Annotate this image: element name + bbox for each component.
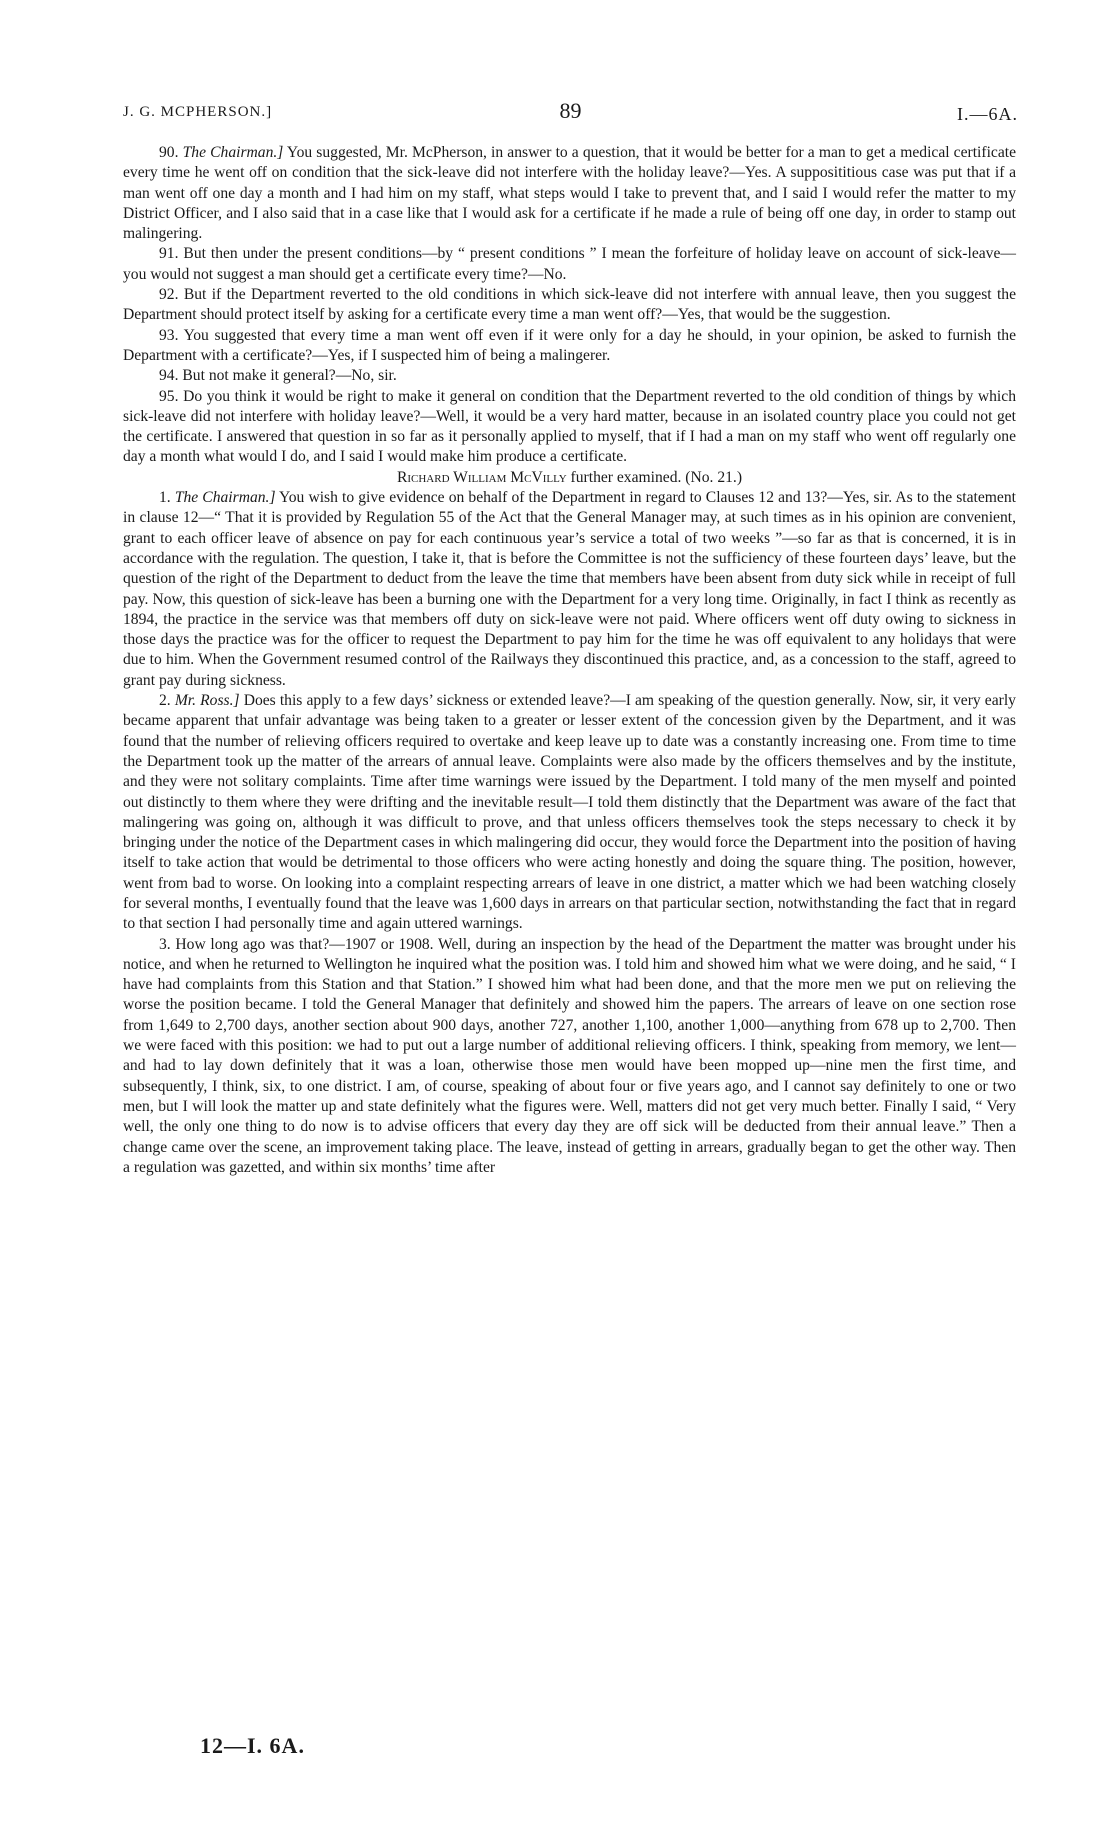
paragraph — [123, 488, 1016, 691]
paragraphs-first-witness — [123, 143, 1016, 468]
paragraph — [123, 244, 1016, 285]
paragraph-number: 1. — [159, 489, 171, 507]
paragraph — [123, 143, 1016, 244]
paragraph-text: You suggested that every time a man went off even if it were only for a day he should, in your opinion, be asked to furnish the Department with a certificate?—Yes, if I suspected him of being a malingerer. — [123, 326, 1016, 364]
section-title-rest: further examined. (No. 21.) — [566, 468, 743, 486]
paper-reference: I.—6A. — [957, 104, 1018, 124]
paragraph-text: Do you think it would be right to make it general on condition that the Department reverted to the old condition of things by which sick-leave did not interfere with holiday leave?—Well, it would be a very hard matter, because in an isolated country place you could not get the certificate. I answered that question in so far as it personally applied to myself, that if I had a man on my staff who went off regularly one day a month what would I do, and I said I would make him produce a certificate. — [123, 387, 1016, 466]
paragraph-number: 92. — [159, 286, 179, 304]
page-number: 89 — [559, 98, 582, 123]
speaker-label: The Chairman.] — [174, 489, 276, 507]
witness-name: Richard William McVilly — [396, 468, 567, 486]
paragraph-text: Does this apply to a few days’ sickness or extended leave?—I am speaking of the question generally. Now, sir, it very early became apparent that unfair advantage was being taken to a greater or lesser extent of the concession given by the Department, and it was found that the number of relieving officers required to overtake and keep leave up to date was a constantly increasing one. From time to time the Department took up the matter of the arrears of annual leave. Complaints were also made by the officers themselves and by the institute, and they were not solitary complaints. Time after time warnings were issued by the Department. I told many of the men myself and pointed out distinctly to them where they were drifting and the inevitable result—I told them distinctly that the Department was aware of the fact that malingering was going on, although it was difficult to prove, and that unless officers themselves took the steps necessary to check it by bringing under the notice of the Department cases in which malingering did occur, they would force the Department into the position of having itself to take action that would be detrimental to those officers who were acting honestly and doing the square thing. The position, however, went from bad to worse. On looking into a complaint respecting arrears of leave in one district, a matter which we had been watching closely for several months, I eventually found that the leave was 1,600 days in arrears on that particular section, notwithstanding the fact that in regard to that section I had personally time and again uttered warnings. — [123, 692, 1016, 933]
paragraph-text: You wish to give evidence on behalf of the Department in regard to Clauses 12 and 13?—Yes, sir. As to the statement in clause 12—“ That it is provided by Regulation 55 of the Act that the General Manager may, at such times as in his opinion are convenient, grant to each officer leave of absence on pay for each continuous year’s service a total of two weeks ”—so far as that is concerned, it is in accordance with the regulation. The question, I take it, that is before the Committee is not the sufficiency of these fourteen days’ leave, but the question of the right of the Department to deduct from the leave the time that members have been absent from duty sick while in receipt of full pay. Now, this question of sick-leave has been a burning one with the Department for a very long time. Originally, in fact I think as recently as 1894, the practice in the service was that members off duty on sick-leave were not paid. Where officers went off duty owing to sickness in those days the practice was for the officer to request the Department to pay him for the time he was off equivalent to any holidays that were due to him. When the Government resumed control of the Railways they discontinued this practice, and, as a concession to the staff, agreed to grant pay during sickness. — [123, 489, 1016, 689]
signature-mark: 12—I. 6A. — [200, 1733, 305, 1758]
paragraph-number: 2. — [159, 692, 171, 710]
document-body — [123, 143, 1016, 1178]
paragraph — [123, 387, 1016, 468]
paragraph-number: 95. — [159, 387, 179, 405]
paragraph-number: 3. — [159, 935, 171, 953]
paragraph-number: 90. — [159, 144, 179, 161]
paragraph — [123, 285, 1016, 326]
paragraph-text: How long ago was that?—1907 or 1908. Well, during an inspection by the head of the Department the matter was brought under his notice, and when he returned to Wellington he inquired what the position was. I told him and showed him what we were doing, and he said, “ I have had complaints from this Station and that Station.” I showed him what had been done, and that the more men we put on relieving the worse the position became. I told the General Manager that definitely and showed him the papers. The arrears of leave on one section rose from 1,649 to 2,700 days, another section about 900 days, another 727, another 1,100, another 1,000—anything from 678 up to 2,700. Then we were faced with this position: we had to put out a large number of additional relieving officers. I think, speaking from memory, we lent—and had to lay down definitely that it was a loan, otherwise those men would have been mopped up—nine men the first time, and subsequently, I think, six, to one district. I am, of course, speaking of about four or five years ago, and I cannot say definitely to one or two men, but I will look the matter up and state definitely what the figures were. Well, matters did not get very much better. Finally I said, “ Very well, the only one thing to do now is to advise officers that every day they are off sick will be deducted from their annual leave.” Then a change came over the scene, an improvement taking place. The leave, instead of getting in arrears, gradually began to get the other way. Then a regulation was gazetted, and within six months’ time after — [123, 935, 1016, 1176]
paragraph-number: 91. — [159, 245, 179, 263]
speaker-label: The Chairman.] — [182, 144, 284, 161]
paragraphs-second-witness — [123, 488, 1016, 1178]
speaker-label: Mr. Ross.] — [174, 692, 240, 710]
page-header — [123, 98, 1018, 128]
paragraph — [123, 935, 1016, 1179]
paragraph-text: But not make it general?—No, sir. — [182, 367, 397, 385]
section-title — [123, 468, 1016, 488]
paragraph — [123, 326, 1016, 367]
witness-name-header: J. G. MCPHERSON.] — [123, 104, 273, 120]
paragraph-number: 94. — [159, 367, 179, 385]
paragraph — [123, 691, 1016, 935]
paragraph-text: But if the Department reverted to the old conditions in which sick-leave did not interfere with annual leave, then you suggest the Department should protect itself by asking for a certificate every time a man went off?—Yes, that would be the suggestion. — [123, 286, 1016, 324]
paragraph-text: But then under the present conditions—by “ present conditions ” I mean the forfeiture of holiday leave on account of sick-leave—you would not suggest a man should get a certificate every time?—No. — [123, 245, 1016, 283]
paragraph — [123, 366, 1016, 386]
paragraph-text: You suggested, Mr. McPherson, in answer to a question, that it would be better for a man to get a medical certificate every time he went off on condition that the sick-leave did not interfere with the holiday leave?—Yes. A supposititious case was put that if a man went off one day a month and I had him on my staff, what steps would I take to prevent that, and I said I would refer the matter to my District Officer, and I also said that in a case like that I would ask for a certificate if he made a rule of being off one day, in order to stamp out malingering. — [123, 144, 1017, 243]
paragraph-number: 93. — [159, 326, 179, 344]
